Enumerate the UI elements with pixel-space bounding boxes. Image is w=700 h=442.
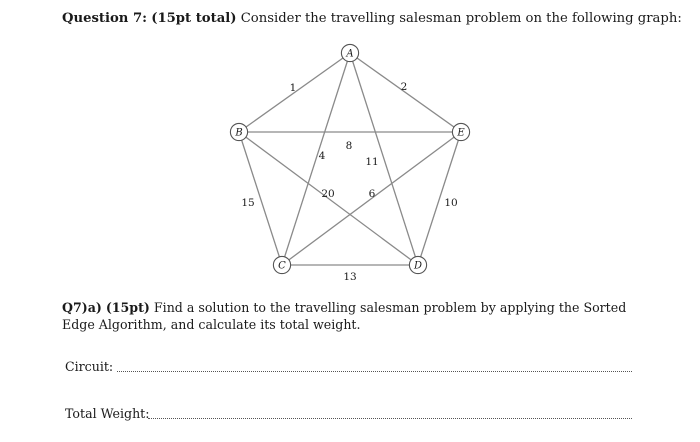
circuit-label: Circuit: (65, 359, 114, 374)
edge-weight-b-e: 8 (345, 140, 353, 152)
vertices (230, 44, 469, 273)
total-weight-label: Total Weight: (65, 406, 150, 421)
vertex-a (341, 44, 358, 61)
vertex-label-c: C (278, 260, 286, 272)
subquestion-text: Find a solution to the travelling salesman problem by applying the Sorted Edge Algorithm, and calculate its total weight. (62, 300, 627, 332)
edge-weight-c-e: 6 (368, 188, 376, 200)
question-points: (15pt total) (151, 11, 237, 26)
edge-weight-a-b: 1 (289, 82, 297, 94)
vertex-label-a: A (346, 48, 354, 60)
vertex-label-b: B (235, 127, 243, 139)
subquestion (62, 299, 662, 333)
vertex-c (273, 256, 290, 273)
edge-weight-c-d: 13 (343, 271, 357, 283)
question-text: Consider the travelling salesman problem on the following graph: (240, 11, 682, 26)
question-label: Question 7: (62, 11, 148, 26)
subquestion-points: (15pt) (105, 300, 150, 315)
total-weight-answer-line[interactable] (148, 418, 632, 419)
edge-weight-a-d: 11 (365, 156, 379, 168)
vertex-label-d: D (413, 260, 423, 272)
edge-weights (241, 81, 457, 283)
vertex-d (409, 256, 426, 273)
subquestion-label: Q7)a) (62, 300, 102, 315)
vertex-e (452, 123, 469, 140)
edge-weight-b-d: 20 (321, 188, 335, 200)
edge-weight-a-e: 2 (400, 81, 408, 93)
edge-a-d (350, 53, 418, 265)
edge-weight-d-e: 10 (444, 197, 458, 209)
edges (239, 53, 461, 265)
vertex-b (230, 123, 247, 140)
circuit-answer-line[interactable] (117, 371, 632, 372)
vertex-label-e: E (457, 127, 465, 139)
edge-weight-a-c: 4 (318, 150, 326, 162)
edge-weight-b-c: 15 (241, 197, 255, 209)
